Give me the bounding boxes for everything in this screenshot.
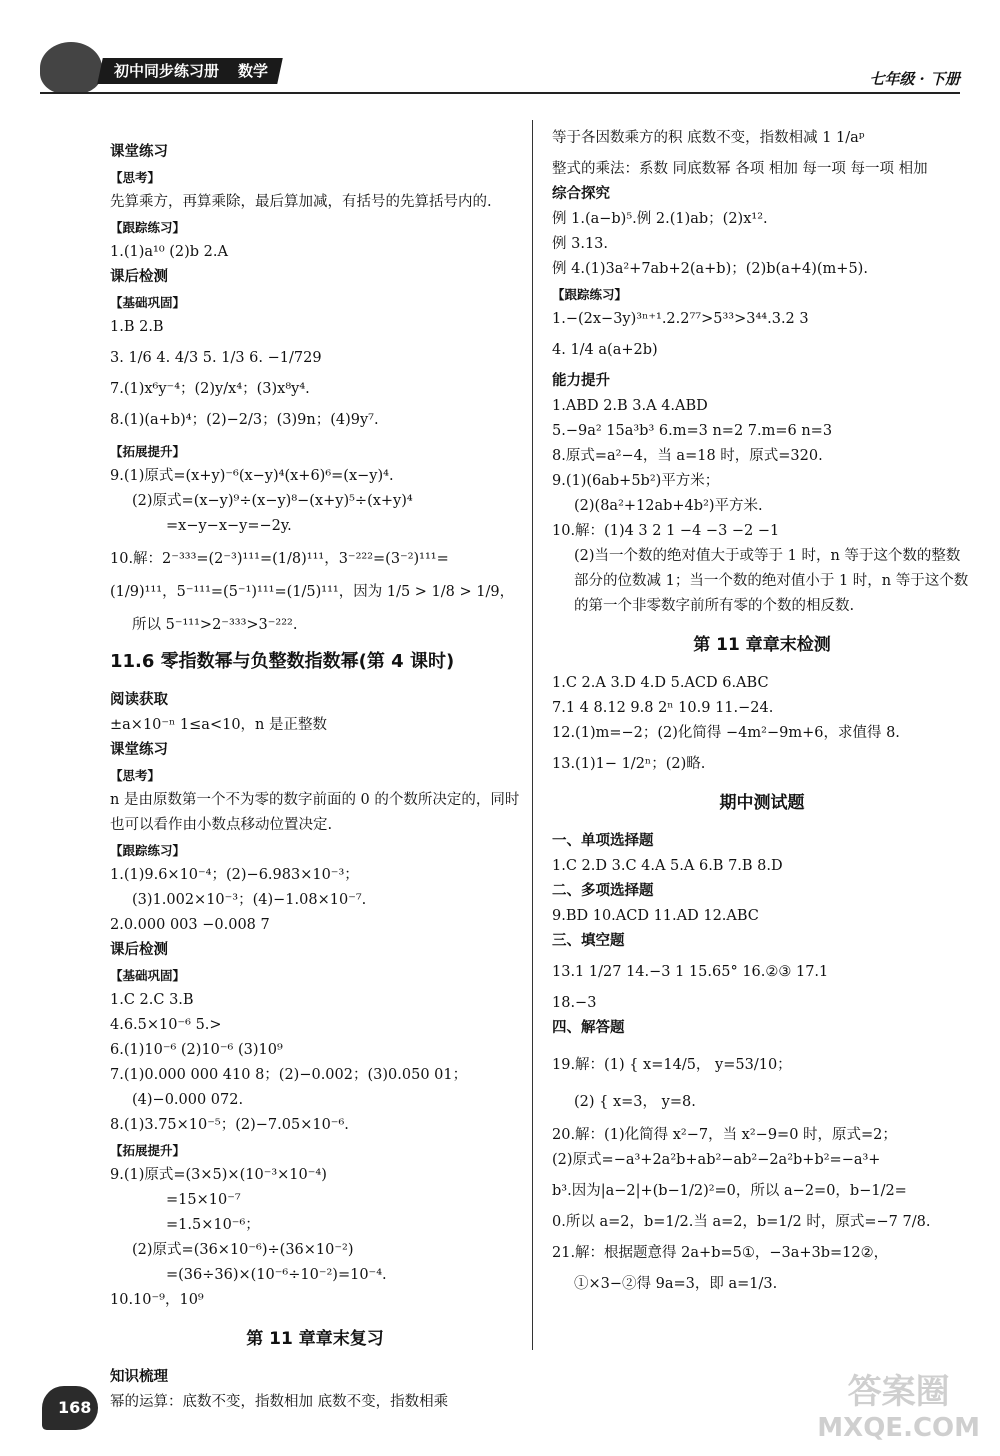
answer-line: (2)原式=(x−y)⁹÷(x−y)⁸−(x+y)⁵÷(x+y)⁴	[132, 493, 413, 509]
answer-text: 整式的乘法：系数 同底数幂 各项 相加 每一项 每一项 相加	[552, 161, 928, 177]
answer-line: 0.所以 a=2，b=1/2.当 a=2，b=1/2 时，原式=−7 7/8.	[552, 1214, 931, 1230]
answer-line: 3. 1/6 4. 4/3 5. 1/3 6. −1/729	[110, 350, 322, 366]
subject-label: 数学	[238, 62, 269, 80]
page-header	[0, 0, 1000, 110]
answer-line: 1.ABD 2.B 3.A 4.ABD	[552, 398, 708, 414]
section-title: 第 11 章章末检测	[693, 635, 831, 655]
left-column	[110, 140, 520, 1415]
grade-label: 七年级 · 下册	[869, 70, 960, 88]
section-title: 11.6 零指数幂与负整数指数幂(第 4 课时)	[110, 651, 455, 672]
answer-line: 13.(1)1− 1/2ⁿ；(2)略.	[552, 756, 706, 772]
answer-line: 13.1 1/27 14.−3 1 15.65° 16.②③ 17.1	[552, 964, 829, 980]
answer-line: (2)(8a²+12ab+4b²)平方米.	[574, 498, 763, 514]
section-title: 第 11 章章末复习	[246, 1329, 384, 1349]
answer-line: 2.0.000 003 −0.008 7	[110, 917, 270, 933]
answer-line: 等于各因数乘方的积 底数不变，指数相减 1 1/aᵖ	[552, 130, 865, 146]
answer-line: =(36÷36)×(10⁻⁶÷10⁻²)=10⁻⁴.	[166, 1267, 387, 1283]
answer-line: 1.C 2.A 3.D 4.D 5.ACD 6.ABC	[552, 675, 769, 691]
subheading: 四、解答题	[552, 1020, 625, 1036]
page-number: 168	[58, 1398, 92, 1417]
answer-line: 10.解：2⁻³³³=(2⁻³)¹¹¹=(1/8)¹¹¹，3⁻²²²=(3⁻²)¹¹¹=	[110, 551, 449, 567]
section-title: 期中测试题	[719, 793, 805, 813]
answer-line: ±a×10⁻ⁿ 1≤a<10，n 是正整数	[110, 717, 327, 733]
answer-line: 19.解：(1) { x=14/5， y=53/10；	[552, 1057, 792, 1073]
subheading: 课堂练习	[110, 742, 168, 758]
answer-line: =1.5×10⁻⁶；	[166, 1217, 260, 1233]
subheading: 综合探究	[552, 186, 610, 202]
book-logo-icon	[40, 42, 102, 94]
bracket-label: 【跟踪练习】	[110, 843, 186, 858]
answer-line: 1.−(2x−3y)³ⁿ⁺¹.2.2⁷⁷>5³³>3⁴⁴.3.2 3	[552, 311, 809, 327]
answer-line: 例 1.(a−b)⁵.例 2.(1)ab；(2)x¹².	[552, 211, 768, 227]
watermark-logo	[817, 1374, 980, 1446]
answer-line: (3)1.002×10⁻³；(4)−1.08×10⁻⁷.	[132, 892, 367, 908]
answer-line: =x−y−x−y=−2y.	[166, 518, 292, 534]
bracket-label: 【思考】	[110, 768, 161, 783]
subheading: 课后检测	[110, 942, 168, 958]
answer-line: 12.(1)m=−2；(2)化简得 −4m²−9m+6，求值得 8.	[552, 725, 900, 741]
subheading: 能力提升	[552, 373, 610, 389]
subheading: 一、单项选择题	[552, 833, 654, 849]
answer-line: 幂的运算：底数不变，指数相加 底数不变，指数相乘	[110, 1394, 449, 1410]
subheading: 三、填空题	[552, 933, 625, 949]
answer-line: 8.原式=a²−4，当 a=18 时，原式=320.	[552, 448, 823, 464]
answer-line: 4. 1/4 a(a+2b)	[552, 342, 658, 358]
answer-line: 1.(1)9.6×10⁻⁴；(2)−6.983×10⁻³；	[110, 867, 359, 883]
answer-text: n 是由原数第一个不为零的数字前面的 0 的个数所决定的，同时也可以看作由小数点移动位置决定.	[110, 792, 520, 833]
watermark-line2: MXQE.COM	[817, 1413, 980, 1443]
bracket-label: 【跟踪练习】	[552, 287, 628, 302]
answer-line: 例 3.13.	[552, 236, 609, 252]
answer-line: 9.(1)原式=(x+y)⁻⁶(x−y)⁴(x+6)⁶=(x−y)⁴.	[110, 468, 394, 484]
answer-line: 10.10⁻⁹，10⁹	[110, 1292, 204, 1308]
answer-line: 所以 5⁻¹¹¹>2⁻³³³>3⁻²²².	[132, 617, 298, 633]
subheading: 阅读获取	[110, 692, 168, 708]
answer-line: (4)−0.000 072.	[132, 1092, 244, 1108]
series-banner	[97, 58, 283, 84]
answer-line: 6.(1)10⁻⁶ (2)10⁻⁶ (3)10⁹	[110, 1042, 283, 1058]
answer-line: (2)原式=−a³+2a²b+ab²−ab²−2a²b+b²=−a³+	[552, 1152, 881, 1168]
bracket-label: 【跟踪练习】	[110, 220, 186, 235]
bracket-label: 【思考】	[110, 170, 161, 185]
answer-text: 先算乘方，再算乘除，最后算加减，有括号的先算括号内的.	[110, 194, 492, 210]
answer-line: 7.(1)0.000 000 410 8；(2)−0.002；(3)0.050 01；	[110, 1067, 468, 1083]
column-divider	[532, 120, 533, 1350]
answer-line: (2)原式=(36×10⁻⁶)÷(36×10⁻²)	[132, 1242, 354, 1258]
answer-line: 21.解：根据题意得 2a+b=5①，−3a+3b=12②，	[552, 1245, 889, 1261]
answer-line: 4.6.5×10⁻⁶ 5.>	[110, 1017, 222, 1033]
answer-line: ①×3−②得 9a=3，即 a=1/3.	[574, 1276, 778, 1292]
answer-line: 8.(1)(a+b)⁴；(2)−2/3；(3)9n；(4)9y⁷.	[110, 412, 379, 428]
answer-line: 8.(1)3.75×10⁻⁵；(2)−7.05×10⁻⁶.	[110, 1117, 349, 1133]
answer-line: b³.因为|a−2|+(b−1/2)²=0，所以 a−2=0，b−1/2=	[552, 1183, 907, 1199]
subheading: 知识梳理	[110, 1369, 168, 1385]
answer-line: =15×10⁻⁷	[166, 1192, 241, 1208]
answer-line: 1.B 2.B	[110, 319, 164, 335]
page-number-badge	[42, 1386, 98, 1430]
answer-text: (2)当一个数的绝对值大于或等于 1 时，n 等于这个数的整数部分的位数减 1；当一个数的绝对值小于 1 时，n 等于这个数的第一个非零数字前所有零的个数的相反数.	[574, 548, 969, 614]
answer-line: 20.解：(1)化简得 x²−7，当 x²−9=0 时，原式=2；	[552, 1127, 897, 1143]
series-title: 初中同步练习册	[114, 62, 220, 80]
answer-line: 10.解：(1)4 3 2 1 −4 −3 −2 −1	[552, 523, 780, 539]
answer-line: 5.−9a² 15a³b³ 6.m=3 n=2 7.m=6 n=3	[552, 423, 833, 439]
answer-line: 9.(1)原式=(3×5)×(10⁻³×10⁻⁴)	[110, 1167, 327, 1183]
answer-line: 7.(1)x⁶y⁻⁴；(2)y/x⁴；(3)x⁸y⁴.	[110, 381, 310, 397]
bracket-label: 【拓展提升】	[110, 1143, 186, 1158]
answer-line: 例 4.(1)3a²+7ab+2(a+b)；(2)b(a+4)(m+5).	[552, 261, 868, 277]
answer-line: 7.1 4 8.12 9.8 2ⁿ 10.9 11.−24.	[552, 700, 774, 716]
right-column	[552, 120, 972, 1303]
answer-line: (2) { x=3， y=8.	[574, 1094, 696, 1110]
bracket-label: 【基础巩固】	[110, 295, 186, 310]
header-rule	[40, 92, 960, 94]
answer-line: (1/9)¹¹¹，5⁻¹¹¹=(5⁻¹)¹¹¹=(1/5)¹¹¹，因为 1/5 > 1/8 > 1/9，	[110, 584, 515, 600]
answer-line: 1.(1)a¹⁰ (2)b 2.A	[110, 244, 228, 260]
answer-line: 9.(1)(6ab+5b²)平方米；	[552, 473, 720, 489]
subheading: 二、多项选择题	[552, 883, 654, 899]
subheading: 课堂练习	[110, 144, 168, 160]
answer-line: 1.C 2.C 3.B	[110, 992, 194, 1008]
answer-line: 18.−3	[552, 995, 597, 1011]
watermark-line1: 答案圈	[847, 1372, 950, 1412]
answer-line: 1.C 2.D 3.C 4.A 5.A 6.B 7.B 8.D	[552, 858, 783, 874]
bracket-label: 【基础巩固】	[110, 968, 186, 983]
bracket-label: 【拓展提升】	[110, 444, 186, 459]
answer-line: 9.BD 10.ACD 11.AD 12.ABC	[552, 908, 759, 924]
subheading: 课后检测	[110, 269, 168, 285]
